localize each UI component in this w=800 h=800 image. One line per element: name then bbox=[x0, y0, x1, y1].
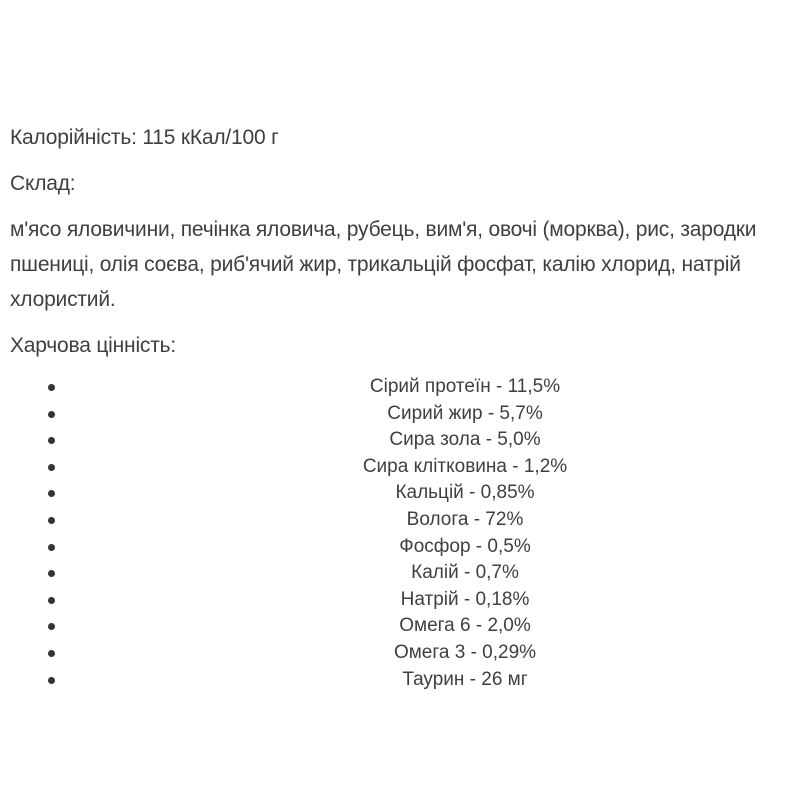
nutrition-item-label: Таурин - 26 мг bbox=[402, 668, 528, 690]
calories-line: Калорійність: 115 кКал/100 г bbox=[10, 126, 279, 149]
list-item bbox=[10, 613, 790, 640]
list-item bbox=[10, 587, 790, 614]
list-item bbox=[10, 507, 790, 534]
bullet-icon bbox=[48, 677, 55, 684]
list-item bbox=[10, 374, 790, 401]
bullet-icon bbox=[48, 411, 55, 418]
nutrition-item-label: Сірий протеїн - 11,5% bbox=[369, 376, 561, 397]
nutrition-item-label: Кальцій - 0,85% bbox=[395, 482, 535, 504]
bullet-icon bbox=[48, 437, 55, 444]
bullet-icon bbox=[48, 490, 55, 497]
bullet-icon bbox=[48, 464, 55, 471]
bullet-icon bbox=[48, 650, 55, 657]
bullet-icon bbox=[48, 544, 55, 551]
nutrition-item-label: Волога - 72% bbox=[406, 508, 524, 530]
list-item bbox=[10, 480, 790, 507]
list-item bbox=[10, 640, 790, 667]
nutrition-item-label: Сирий жир - 5,7% bbox=[387, 402, 543, 424]
composition-heading: Склад: bbox=[10, 172, 76, 195]
composition-text: м'ясо яловичини, печінка яловича, рубець, вим'я, овочі (морква), рис, зародки пшениці, олія соєва, риб'ячий жир, трикальцій фосфат, калію хлорид, натрій хлористий. bbox=[10, 218, 757, 311]
list-item bbox=[10, 667, 790, 694]
nutrition-item-label: Калій - 0,7% bbox=[411, 562, 519, 584]
nutrition-heading: Харчова цінність: bbox=[10, 334, 177, 357]
nutrition-list bbox=[10, 374, 790, 693]
bullet-icon bbox=[48, 517, 55, 524]
nutrition-item-label: Омега 6 - 2,0% bbox=[399, 615, 531, 637]
bullet-icon bbox=[48, 384, 55, 391]
bullet-icon bbox=[48, 597, 55, 604]
list-item bbox=[10, 560, 790, 587]
list-item bbox=[10, 427, 790, 454]
nutrition-item-label: Сира клітковина - 1,2% bbox=[362, 455, 568, 477]
list-item bbox=[10, 454, 790, 481]
list-item bbox=[10, 534, 790, 561]
nutrition-item-label: Сира зола - 5,0% bbox=[389, 429, 541, 451]
nutrition-item-label: Фосфор - 0,5% bbox=[399, 535, 531, 557]
list-item bbox=[10, 401, 790, 428]
bullet-icon bbox=[48, 623, 55, 630]
nutrition-item-label: Омега 3 - 0,29% bbox=[393, 641, 537, 663]
bullet-icon bbox=[48, 570, 55, 577]
nutrition-item-label: Натрій - 0,18% bbox=[400, 588, 530, 610]
